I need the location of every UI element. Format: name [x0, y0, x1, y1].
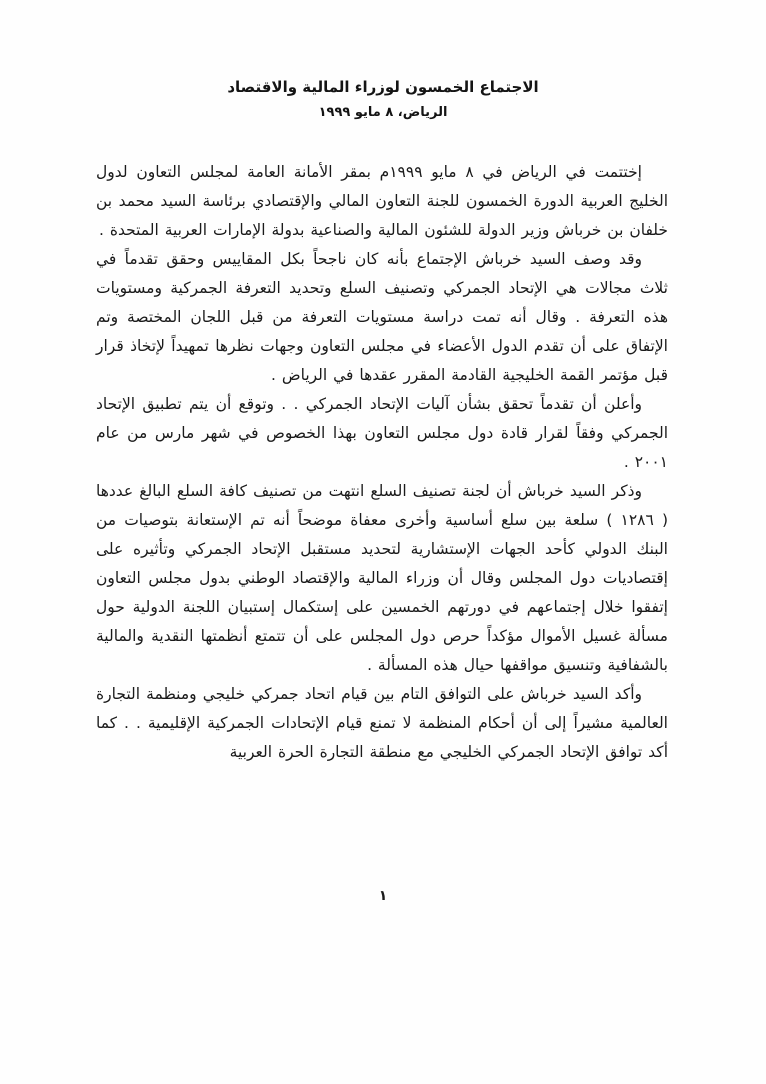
paragraph-3: وأعلن أن تقدماً تحقق بشأن آليات الإتحاد الجمركي . . وتوقع أن يتم تطبيق الإتحاد الجمركي وفقاً لقرار قادة دول مجلس التعاون بهذا الخصوص في شهر مارس من عام ٢٠٠١ .: [96, 395, 668, 471]
paragraph-2: وقد وصف السيد خرباش الإجتماع بأنه كان ناجحاً بكل المقاييس وحقق تقدماً في ثلاث مجالات هي الإتحاد الجمركي وتصنيف السلع وتحديد التعرفة الجمركية ومستويات هذه التعرفة . وقال أنه تمت دراسة مستويات التعرفة من قبل اللجان المختصة وتم الإتفاق على أن تقدم الدول الأعضاء في مجلس التعاون وجهات نظرها تمهيداً لإتخاذ قرار قبل مؤتمر القمة الخليجية القادمة المقرر عقدها في الرياض .: [96, 250, 668, 384]
paragraph-4: وذكر السيد خرباش أن لجنة تصنيف السلع انتهت من تصنيف كافة السلع البالغ عددها ( ١٢٨٦ ) سلعة بين سلع أساسية وأخرى معفاة موضحاً أنه تم الإستعانة بتوصيات من البنك الدولي كأحد الجهات الإستشارية لتحديد مستقبل الإتحاد الجمركي وتأثيره على إقتصاديات دول المجلس وقال أن وزراء المالية والإقتصاد الوطني بدول مجلس التعاون إتفقوا خلال إجتماعهم في دورتهم الخمسين على إستكمال إستبيان اللجنة الدولية حول مسألة غسيل الأموال مؤكداً حرص دول المجلس على أن تتمتع أنظمتها النقدية والمالية بالشفافية وتنسيق مواقفها حيال هذه المسألة .: [96, 482, 668, 674]
page-number: ١: [378, 888, 388, 904]
document-title: الاجتماع الخمسون لوزراء المالية والاقتصاد: [227, 78, 539, 96]
paragraph-1: إختتمت في الرياض في ٨ مايو ١٩٩٩م بمقر الأمانة العامة لمجلس التعاون لدول الخليج العربية الدورة الخمسون للجنة التعاون المالي والإقتصادي برئاسة السيد محمد بن خلفان بن خرباش وزير الدولة للشئون المالية والصناعية بدولة الإمارات العربية المتحدة .: [96, 163, 668, 239]
document-header: [0, 78, 766, 120]
document-body: [96, 158, 668, 767]
paragraph-5: وأكد السيد خرباش على التوافق التام بين قيام اتحاد جمركي خليجي ومنظمة التجارة العالمية مشيراً إلى أن أحكام المنظمة لا تمنع قيام الإتحادات الجمركية الإقليمية . . كما أكد توافق الإتحاد الجمركي الخليجي مع منطقة التجارة الحرة العربية: [96, 685, 668, 761]
document-subtitle: الرياض، ٨ مايو ١٩٩٩: [318, 105, 448, 120]
